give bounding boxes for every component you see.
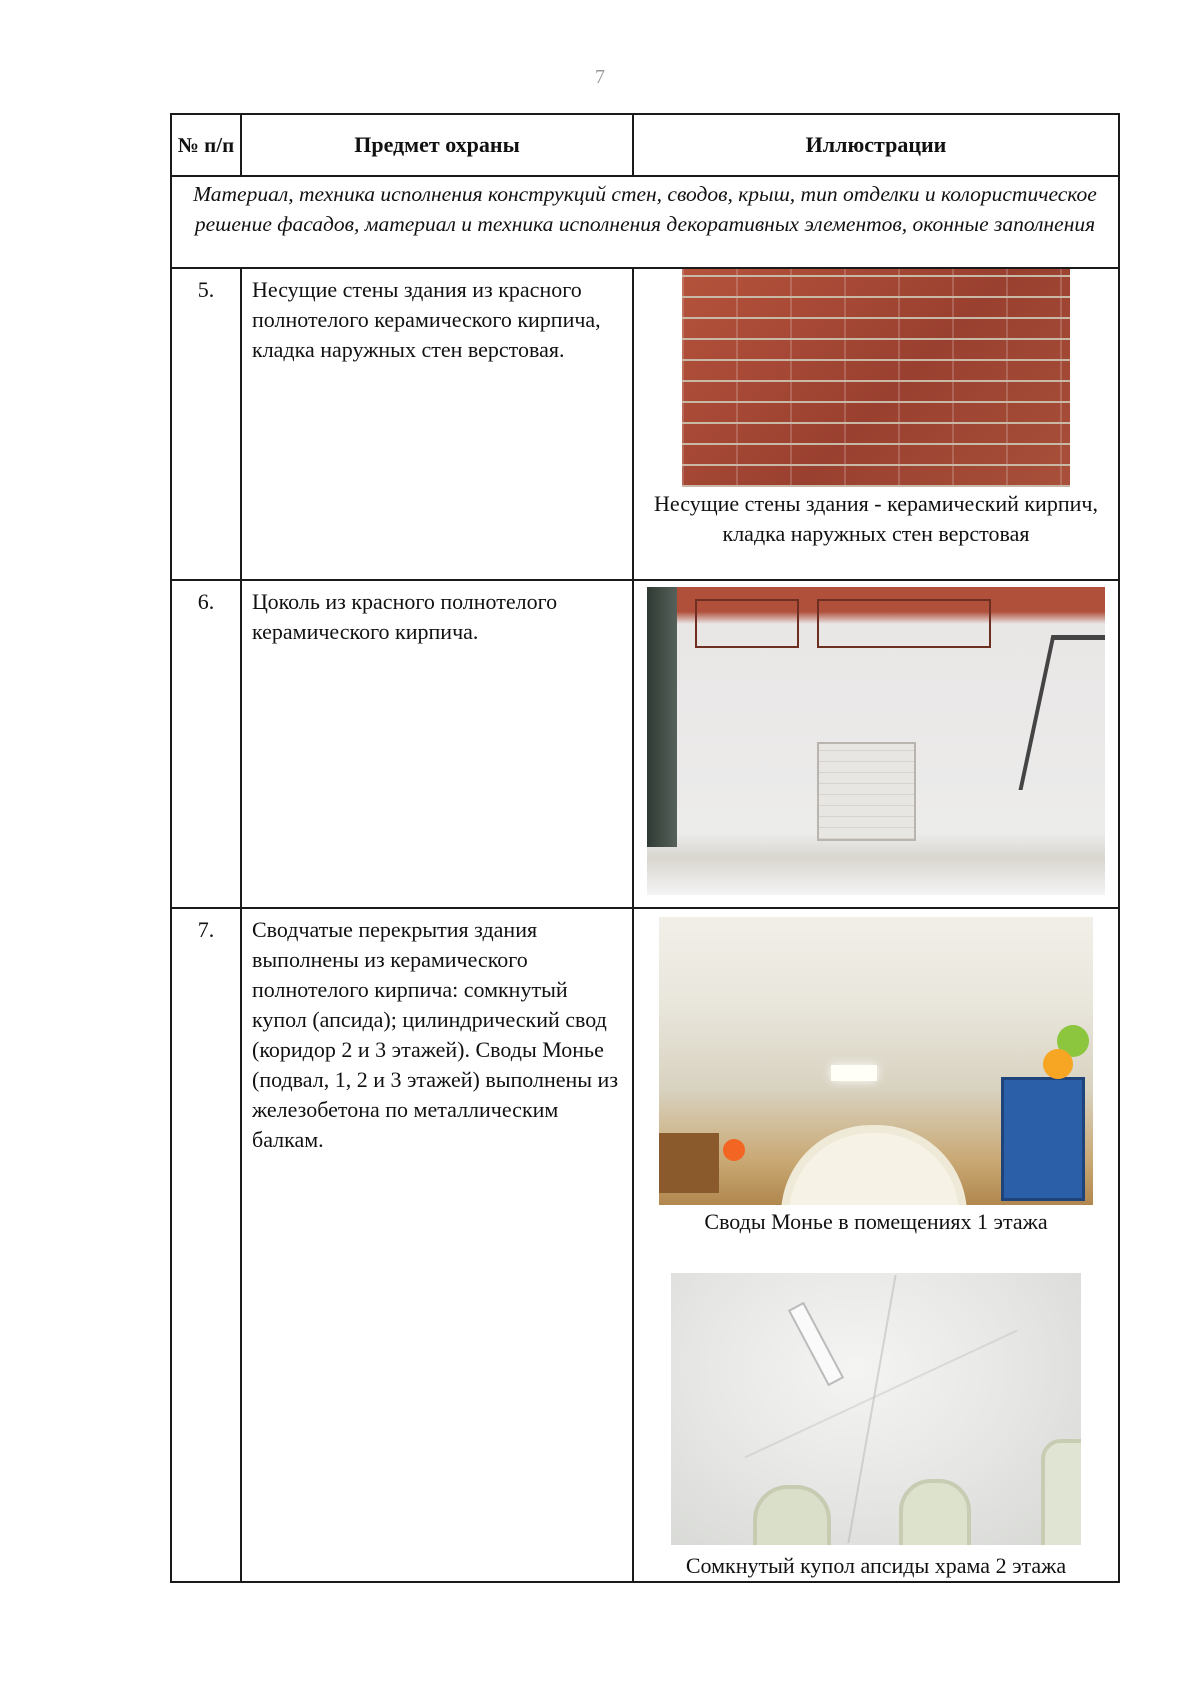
photo-caption: Сомкнутый купол апсиды храма 2 этажа — [685, 1553, 1067, 1578]
table-row — [171, 580, 1119, 908]
arched-window — [899, 1479, 971, 1545]
header-num: № п/п — [171, 114, 241, 176]
arched-window — [1041, 1439, 1081, 1545]
row-subject: Сводчатые перекрытия здания выполнены из керамического полнотелого кирпича: сомкнутый купол (апсида); цилиндрический свод (коридор 2 и 3 этажей). Своды Монье (подвал, 1, 2 и 3 этажей) выполнены из железобетона по металлическим балкам. — [241, 908, 633, 1582]
row-subject: Несущие стены здания из красного полнотелого керамического кирпича, кладка наружных стен верстовая. — [241, 268, 633, 580]
notice-board — [1001, 1077, 1085, 1201]
balloon — [723, 1139, 745, 1161]
header-subject: Предмет охраны — [241, 114, 633, 176]
row-number: 5. — [171, 268, 241, 580]
wall-display — [659, 1133, 719, 1193]
photo-caption: Своды Монье в помещениях 1 этажа — [704, 1209, 1048, 1234]
row-illustrations — [633, 580, 1119, 908]
row-illustrations — [633, 908, 1119, 1582]
header-illustrations: Иллюстрации — [633, 114, 1119, 176]
plinth-photo — [647, 587, 1105, 895]
row-illustrations — [633, 268, 1119, 580]
facade-panel — [695, 599, 799, 648]
apse-dome-photo — [671, 1273, 1081, 1545]
photo-caption: Несущие стены здания - керамический кирпич, кладка наружных стен верстовая — [654, 491, 1098, 546]
facade-panel — [817, 599, 991, 648]
balloon — [1043, 1049, 1073, 1079]
row-number: 7. — [171, 908, 241, 1582]
metal-bracket — [1019, 635, 1105, 790]
window-niche — [817, 742, 916, 841]
archway — [781, 1125, 967, 1205]
dome-rib — [847, 1275, 896, 1543]
section-title: Материал, техника исполнения конструкций стен, сводов, крыш, тип отделки и колористическое решение фасадов, материал и техника исполнения декоративных элементов, оконные заполнения — [171, 176, 1119, 268]
row-subject: Цоколь из красного полнотелого керамического кирпича. — [241, 580, 633, 908]
fluorescent-lamp — [788, 1302, 844, 1386]
row-number: 6. — [171, 580, 241, 908]
protection-table — [170, 113, 1120, 1583]
table-header-row — [171, 114, 1119, 176]
section-row — [171, 176, 1119, 268]
table-row — [171, 908, 1119, 1582]
tree-shape — [647, 587, 677, 847]
arched-window — [753, 1485, 831, 1545]
table-row — [171, 268, 1119, 580]
corridor-vault-photo — [659, 917, 1093, 1205]
ceiling-lamp — [831, 1065, 877, 1081]
page-number: 7 — [595, 66, 605, 88]
brick-wall-photo — [682, 269, 1070, 487]
